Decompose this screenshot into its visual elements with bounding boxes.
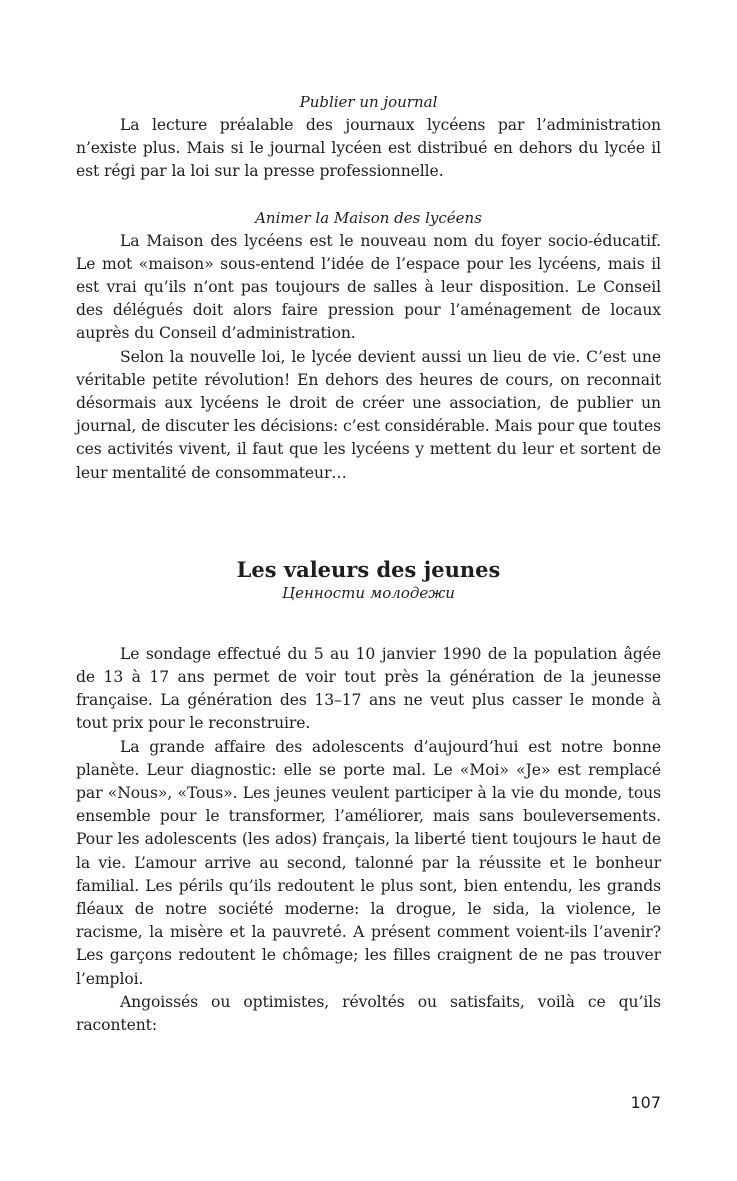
page-number: 107 — [630, 1093, 661, 1112]
paragraph: Le sondage effectué du 5 au 10 janvier 1990 de la population âgée de 13 à 17 ans permet de voir tout près la génération de la jeunesse française. La génération des 13–17 ans ne veut plus casser le monde à tout prix pour le reconstruire. — [76, 644, 661, 733]
section-subtitle: Ценности молодежи — [282, 583, 455, 602]
paragraph: Angoissés ou optimistes, révoltés ou satisfaits, voilà ce qu’ils racontent: — [76, 992, 661, 1035]
section-title: Les valeurs des jeunes — [236, 556, 501, 582]
paragraph: La lecture préalable des journaux lycéens par l’administration n’existe plus. Mais si le journal lycéen est distribué en dehors du lycée il est régi par la loi sur la presse professionnelle. — [76, 116, 661, 181]
paragraph: La grande affaire des adolescents d’aujourd’hui est notre bonne planète. Leur diagnostic: elle se porte mal. Le «Moi» «Je» est remplacé par «Nous», «Tous». Les jeunes veulent participer à la vie du monde, tous ensemble pour le transformer, l’améliorer, mais sans bouleversements. Pour les adolescents (les ados) français, la liberté tient toujours le haut de la vie. L’amour arrive au second, talonné par la réussite et le bonheur familial. Les périls qu’ils redoutent le plus sont, bien entendu, les grands fléaux de notre société moderne: la drogue, le sida, la violence, le racisme, la misère et la pauvreté. A présent comment voient-ils l’avenir? Les garçons redoutent le chômage; les filles craignent de ne pas trouver l’emploi. — [76, 737, 661, 988]
paragraph: La Maison des lycéens est le nouveau nom du foyer socio-éducatif. Le mot «maison» sous-entend l’idée de l’espace pour les lycéens, mais il est vrai qu’ils n’ont pas toujours de salles à leur disposition. Le Conseil des délégués doit alors faire pression pour l’aménagement de locaux auprès du Conseil d’administration. — [76, 231, 661, 343]
paragraph: Selon la nouvelle loi, le lycée devient aussi un lieu de vie. C’est une véritable petite révolution! En dehors des heures de cours, on reconnait désormais aux lycéens le droit de créer une association, de publier un journal, de discuter les décisions: c’est considérable. Mais pour que toutes ces activités vivent, il faut que les lycéens y mettent du leur et sortent de leur mentalité de consommateur… — [76, 347, 661, 482]
subheading-animer-la-maison: Animer la Maison des lycéens — [255, 208, 482, 227]
page-content — [76, 90, 661, 1037]
subheading-publier-un-journal: Publier un journal — [299, 93, 438, 111]
